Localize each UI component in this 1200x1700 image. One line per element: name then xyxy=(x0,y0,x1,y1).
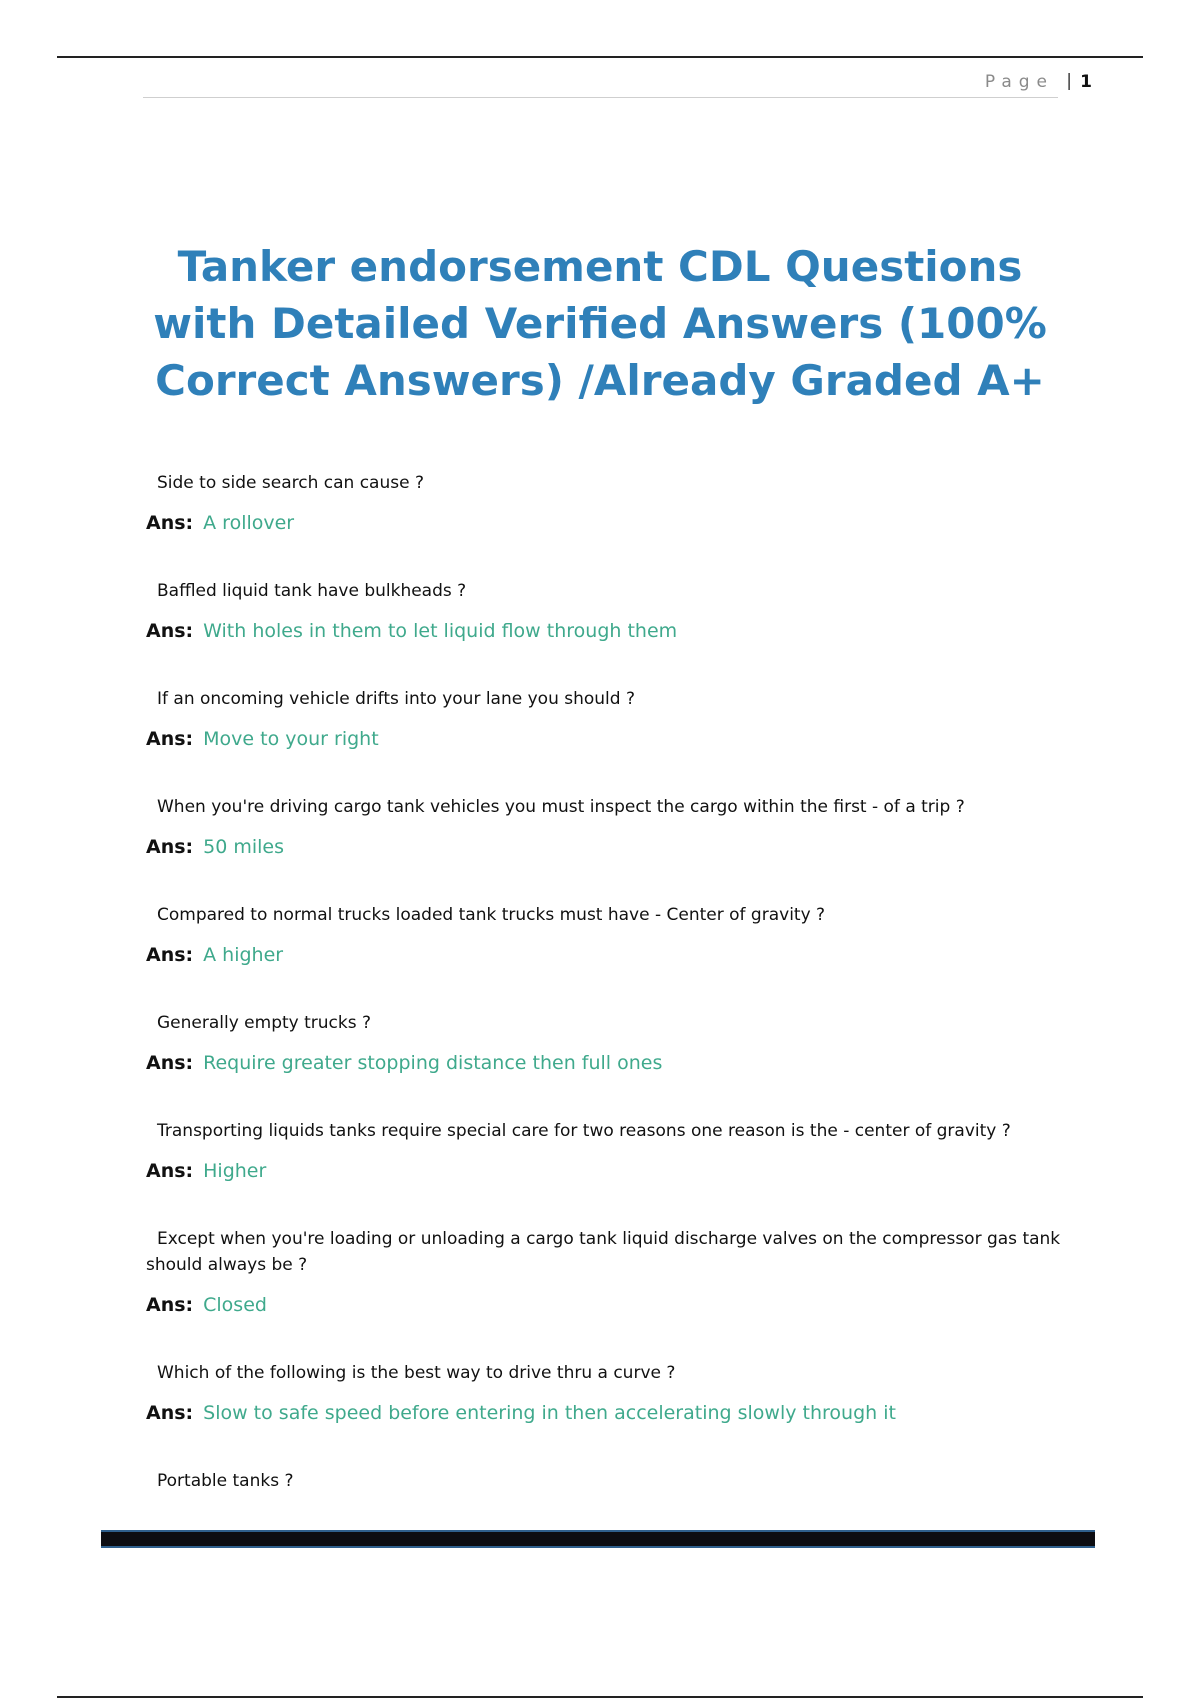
question-text: Generally empty trucks ? xyxy=(157,1013,372,1033)
qa-item xyxy=(146,1118,1066,1184)
qa-item xyxy=(146,1226,1066,1318)
qa-item xyxy=(146,1468,1066,1494)
top-border-line xyxy=(57,56,1143,58)
question-text: Which of the following is the best way to drive thru a curve ? xyxy=(157,1363,676,1383)
qa-item xyxy=(146,578,1066,644)
answer-text: A rollover xyxy=(203,512,295,534)
answer-label: Ans: xyxy=(146,1052,194,1074)
answer-text: A higher xyxy=(203,944,284,966)
question-text: Baffled liquid tank have bulkheads ? xyxy=(157,581,467,601)
qa-item xyxy=(146,686,1066,752)
answer-text: Closed xyxy=(203,1294,267,1316)
qa-item xyxy=(146,1360,1066,1426)
qa-list xyxy=(146,470,1066,1494)
qa-item xyxy=(146,794,1066,860)
answer-row xyxy=(146,942,1066,968)
page-label: Page xyxy=(984,72,1054,92)
question-text: Except when you're loading or unloading a cargo tank liquid discharge valves on the compressor gas tank should always be ? xyxy=(146,1229,1061,1275)
answer-text: With holes in them to let liquid flow through them xyxy=(203,620,678,642)
answer-row xyxy=(146,510,1066,536)
answer-text: Move to your right xyxy=(203,728,379,750)
qa-item xyxy=(146,902,1066,968)
answer-label: Ans: xyxy=(146,1402,194,1424)
answer-row xyxy=(146,1400,1066,1426)
answer-row xyxy=(146,726,1066,752)
question-text: Transporting liquids tanks require special care for two reasons one reason is the - center of gravity ? xyxy=(157,1121,1011,1141)
answer-text: Higher xyxy=(203,1160,267,1182)
page-number: 1 xyxy=(1080,72,1092,92)
question-text: Side to side search can cause ? xyxy=(157,473,424,493)
qa-item xyxy=(146,470,1066,536)
answer-text: Slow to safe speed before entering in then accelerating slowly through it xyxy=(203,1402,896,1424)
answer-row xyxy=(146,1292,1066,1318)
question-text: Compared to normal trucks loaded tank trucks must have - Center of gravity ? xyxy=(157,905,826,925)
question-text: If an oncoming vehicle drifts into your lane you should ? xyxy=(157,689,636,709)
answer-label: Ans: xyxy=(146,836,194,858)
answer-row xyxy=(146,1158,1066,1184)
header-divider xyxy=(143,97,1058,98)
question-text: When you're driving cargo tank vehicles you must inspect the cargo within the first - of a trip ? xyxy=(157,797,965,817)
answer-label: Ans: xyxy=(146,1294,194,1316)
answer-label: Ans: xyxy=(146,512,194,534)
footer-bar xyxy=(101,1530,1095,1548)
bottom-border-line xyxy=(57,1696,1143,1698)
answer-row xyxy=(146,618,1066,644)
page-separator: | xyxy=(1066,71,1072,91)
question-text: Portable tanks ? xyxy=(157,1471,294,1491)
answer-label: Ans: xyxy=(146,944,194,966)
answer-label: Ans: xyxy=(146,1160,194,1182)
answer-row xyxy=(146,1050,1066,1076)
answer-label: Ans: xyxy=(146,620,194,642)
answer-text: Require greater stopping distance then full ones xyxy=(203,1052,663,1074)
qa-item xyxy=(146,1010,1066,1076)
document-title: Tanker endorsement CDL Questions with Detailed Verified Answers (100% Correct Answers) /Already Graded A+ xyxy=(153,242,1047,405)
answer-label: Ans: xyxy=(146,728,194,750)
answer-text: 50 miles xyxy=(203,836,285,858)
answer-row xyxy=(146,834,1066,860)
